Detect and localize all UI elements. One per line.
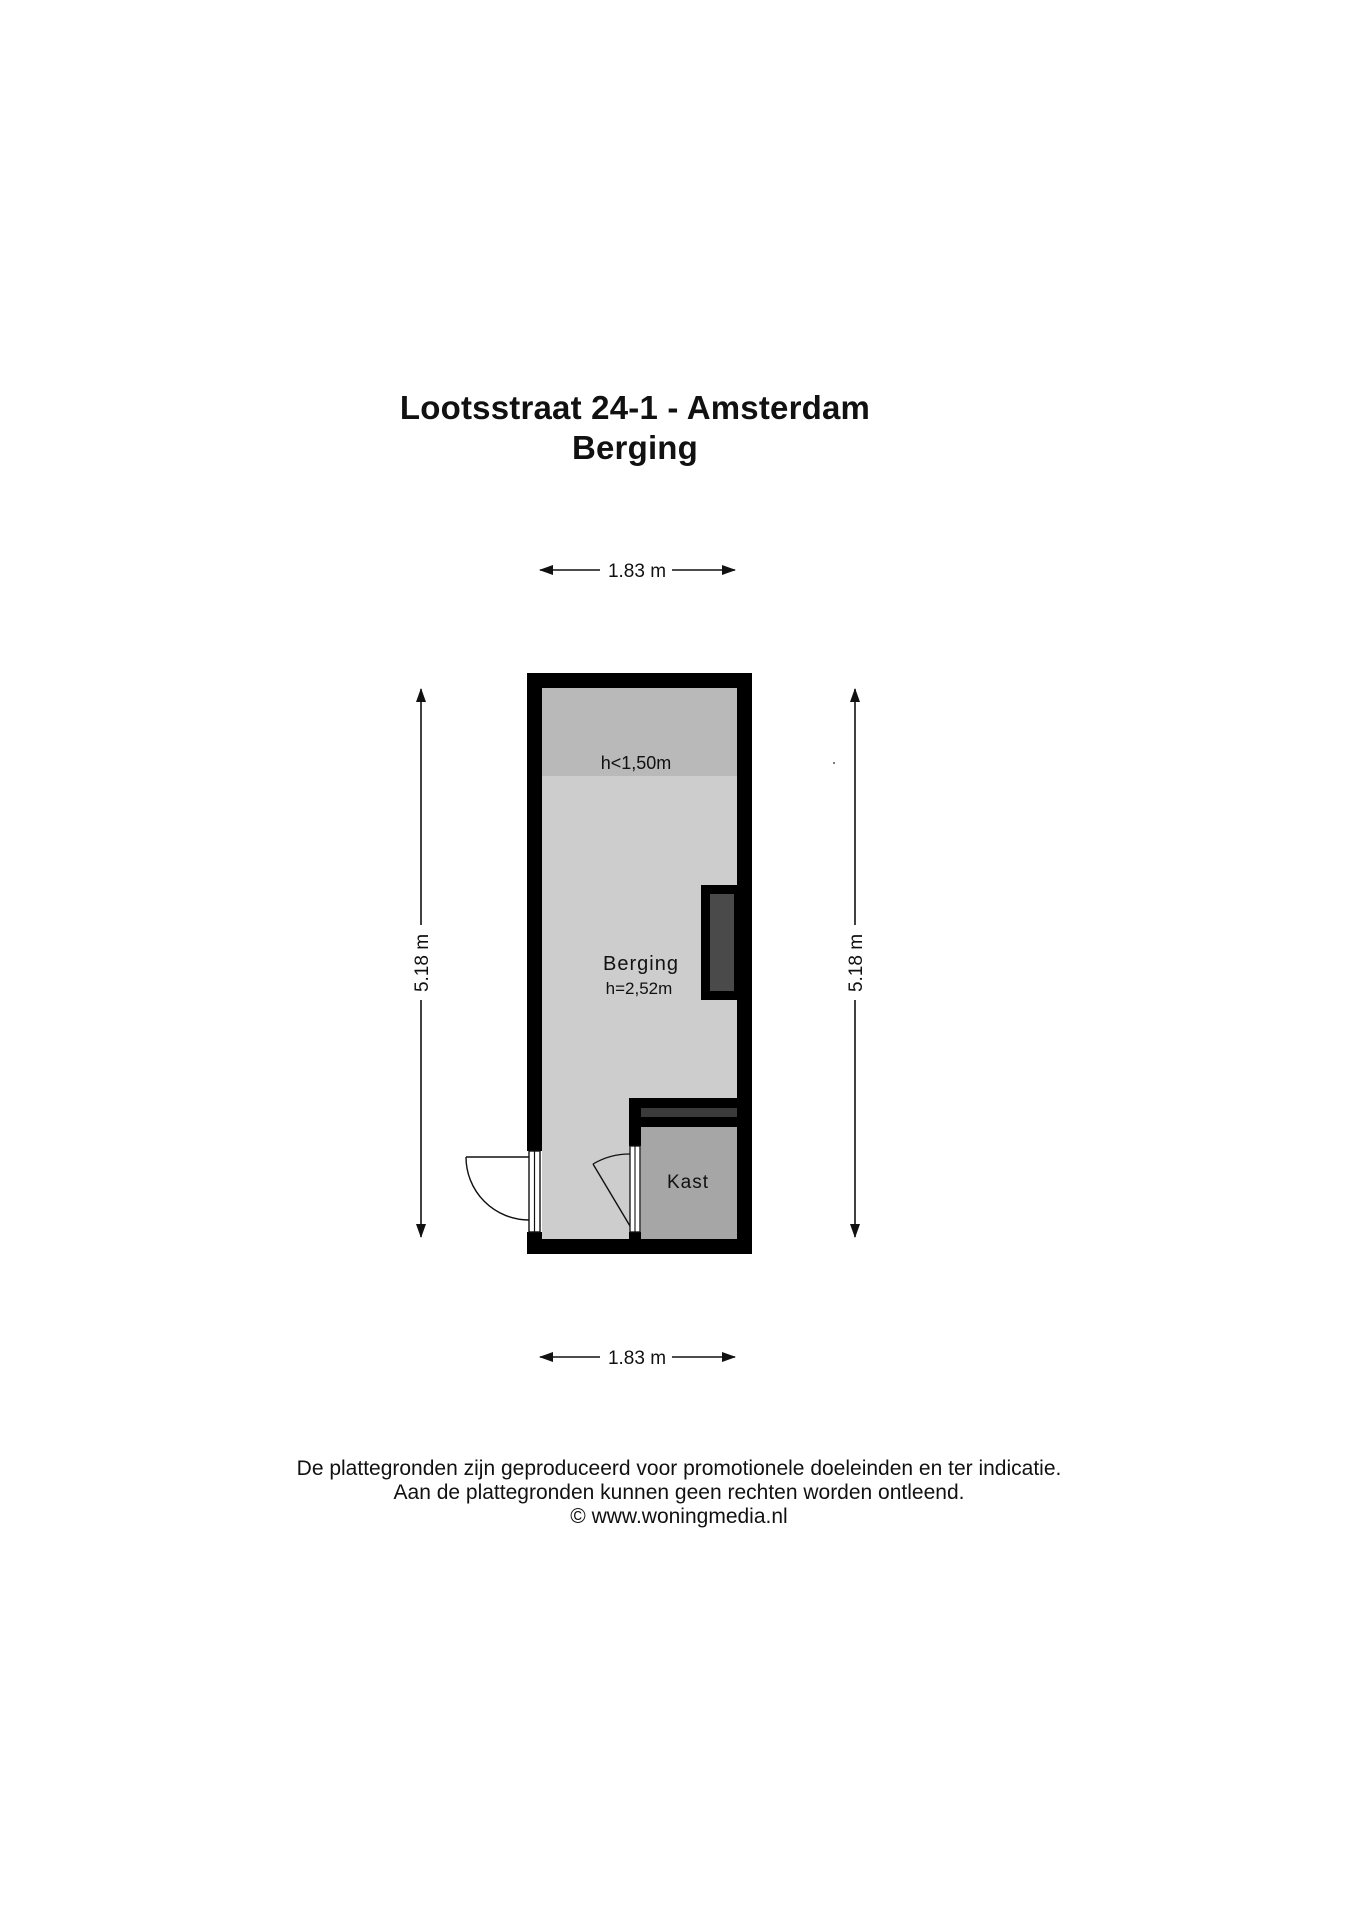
dimension-top [540,561,735,582]
dimension-left-label: 5.18 m [412,933,433,993]
room-name-kast: Kast [666,1172,710,1193]
wall-left-lower [527,1232,542,1254]
wall-left-upper [527,673,542,1151]
dimension-bottom [540,1348,735,1369]
disclaimer [0,1457,1358,1529]
closet-wall-left [629,1098,641,1146]
dimension-top-label: 1.83 m [607,561,667,582]
room-height-berging: h=2,52m [605,979,673,998]
wall-bottom [527,1239,752,1254]
copyright-line: © www.woningmedia.nl [570,1505,788,1528]
disclaimer-line-2: Aan de plattegronden kunnen geen rechten worden ontleend. [393,1481,965,1504]
dimension-left [412,689,433,1237]
stray-mark [833,762,835,764]
dimension-right-label: 5.18 m [846,933,867,993]
property-address: Lootsstraat 24-1 - Amsterdam [399,389,871,426]
shaft-inner [710,894,734,991]
room-name-berging: Berging [603,953,679,975]
dimension-bottom-label: 1.83 m [607,1348,667,1369]
wall-top [527,673,752,688]
closet-wall-bottom-band [629,1117,737,1127]
entrance-door [466,1151,540,1232]
dimension-right [846,689,867,1237]
closet-wall-top [629,1098,737,1108]
door-swing-arc [466,1157,529,1220]
wall-right [737,673,752,1254]
disclaimer-line-1: De plattegronden zijn geproduceerd voor promotionele doeleinden en ter indicatie. [296,1457,1062,1480]
low-ceiling-label: h<1,50m [600,753,672,773]
floor-name: Berging [571,429,699,466]
closet-shelf [641,1108,737,1117]
closet-wall-left-foot [629,1232,641,1239]
